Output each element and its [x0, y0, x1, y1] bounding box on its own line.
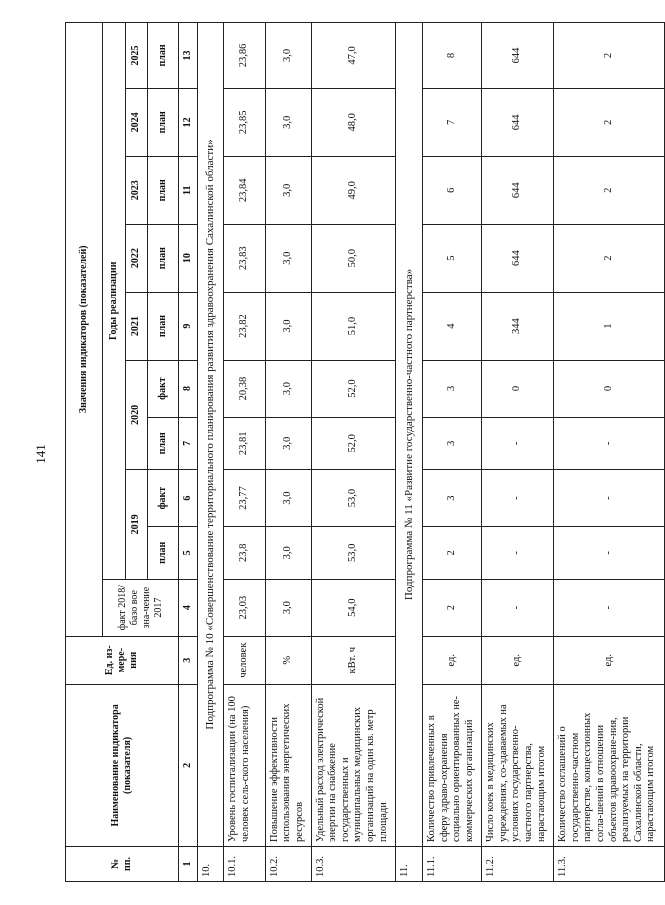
- header-fact-2019: факт: [148, 470, 179, 527]
- header-num: № пп.: [66, 846, 179, 881]
- row-plan-2025: 2: [554, 23, 665, 89]
- subprogram-11-row: [396, 23, 423, 882]
- subprogram-11-num: 11.: [396, 846, 423, 881]
- table-row: [265, 23, 311, 882]
- row-num: 10.1.: [224, 846, 265, 881]
- row-name: Уровень госпитализации (на 100 человек сель-ского населения): [224, 684, 265, 846]
- row-plan-2023: 644: [482, 156, 554, 224]
- row-fact-2020: 3,0: [265, 360, 311, 417]
- row-unit: ед.: [423, 636, 482, 684]
- subprogram-10-title: Подпрограмма № 10 «Совершенствование территориального планирования развития здравоохранения Сахалинской области»: [197, 23, 224, 847]
- row-plan-2023: 49,0: [311, 156, 396, 224]
- header-plan-2024: план: [148, 88, 179, 156]
- row-base: 23,03: [224, 579, 265, 636]
- row-plan-2019: 53,0: [311, 527, 396, 580]
- row-base: 54,0: [311, 579, 396, 636]
- row-plan-2019: 3,0: [265, 527, 311, 580]
- row-fact-2020: 0: [554, 360, 665, 417]
- row-num: 11.2.: [482, 846, 554, 881]
- row-fact-2019: 23,77: [224, 470, 265, 527]
- row-unit: ед.: [482, 636, 554, 684]
- row-plan-2024: 7: [423, 88, 482, 156]
- table-row: [224, 23, 265, 882]
- header-year-2021: 2021: [125, 292, 148, 360]
- row-plan-2024: 48,0: [311, 88, 396, 156]
- row-plan-2023: 3,0: [265, 156, 311, 224]
- row-name: Удельный расход электрической энергии на снабжение государственных и муниципальных медицинских организаций на один кв. метр площади: [311, 684, 396, 846]
- row-plan-2020: -: [482, 417, 554, 470]
- row-plan-2021: 23,82: [224, 292, 265, 360]
- row-plan-2022: 23,83: [224, 224, 265, 292]
- row-plan-2023: 6: [423, 156, 482, 224]
- row-plan-2021: 1: [554, 292, 665, 360]
- index-cell: 3: [179, 636, 198, 684]
- header-values-group: Значения индикаторов (показателей): [66, 23, 103, 637]
- row-plan-2021: 51,0: [311, 292, 396, 360]
- header-year-2019: 2019: [125, 470, 148, 580]
- row-plan-2025: 8: [423, 23, 482, 89]
- row-fact-2019: 53,0: [311, 470, 396, 527]
- table-row: [423, 23, 482, 882]
- row-plan-2024: 23,85: [224, 88, 265, 156]
- row-num: 10.2.: [265, 846, 311, 881]
- row-plan-2022: 644: [482, 224, 554, 292]
- row-plan-2020: 23,81: [224, 417, 265, 470]
- row-plan-2024: 2: [554, 88, 665, 156]
- row-plan-2022: 5: [423, 224, 482, 292]
- row-plan-2023: 2: [554, 156, 665, 224]
- header-name: Наименование индикатора (показателя): [66, 684, 179, 846]
- row-fact-2019: -: [482, 470, 554, 527]
- header-year-2023: 2023: [125, 156, 148, 224]
- header-plan-2023: план: [148, 156, 179, 224]
- header-year-2020: 2020: [125, 360, 148, 470]
- row-plan-2020: 3,0: [265, 417, 311, 470]
- row-unit: ед.: [554, 636, 665, 684]
- header-year-2025: 2025: [125, 23, 148, 89]
- row-num: 11.1.: [423, 846, 482, 881]
- row-plan-2024: 644: [482, 88, 554, 156]
- index-cell: 10: [179, 224, 198, 292]
- row-plan-2021: 344: [482, 292, 554, 360]
- row-plan-2025: 3,0: [265, 23, 311, 89]
- row-unit: кВт. ч: [311, 636, 396, 684]
- row-num: 10.3.: [311, 846, 396, 881]
- row-fact-2020: 20,38: [224, 360, 265, 417]
- row-plan-2023: 23,84: [224, 156, 265, 224]
- row-plan-2021: 4: [423, 292, 482, 360]
- row-plan-2020: -: [554, 417, 665, 470]
- table-row: [554, 23, 665, 882]
- index-cell: 13: [179, 23, 198, 89]
- row-base: 2: [423, 579, 482, 636]
- header-plan-2021: план: [148, 292, 179, 360]
- row-plan-2019: 23,8: [224, 527, 265, 580]
- header-plan-2020: план: [148, 417, 179, 470]
- row-unit: человек: [224, 636, 265, 684]
- row-unit: %: [265, 636, 311, 684]
- header-year-2022: 2022: [125, 224, 148, 292]
- row-fact-2019: -: [554, 470, 665, 527]
- header-plan-2025: план: [148, 23, 179, 89]
- row-name: Число коек в медицинских учреждениях, со-здаваемых на условиях государственно-частного партнерства, нарастающим итогом: [482, 684, 554, 846]
- row-fact-2020: 52,0: [311, 360, 396, 417]
- index-cell: 2: [179, 684, 198, 846]
- row-plan-2020: 52,0: [311, 417, 396, 470]
- subprogram-11-title: Подпрограмма № 11 «Развитие государственно-частного партнерства»: [396, 23, 423, 847]
- rows-11-body: [423, 23, 665, 882]
- table-row: [311, 23, 396, 882]
- row-plan-2022: 2: [554, 224, 665, 292]
- row-plan-2019: -: [554, 527, 665, 580]
- header-unit: Ед. из-мере-ния: [66, 636, 179, 684]
- row-fact-2019: 3: [423, 470, 482, 527]
- index-cell: 9: [179, 292, 198, 360]
- rows-10-body: [224, 23, 396, 882]
- row-plan-2022: 50,0: [311, 224, 396, 292]
- header-fact-base: факт 2018/базо вое зна-чение 2017: [103, 579, 179, 636]
- index-cell: 6: [179, 470, 198, 527]
- page-number: 141: [33, 444, 48, 464]
- row-plan-2025: 47,0: [311, 23, 396, 89]
- row-plan-2019: 2: [423, 527, 482, 580]
- index-cell: 4: [179, 579, 198, 636]
- table-row: [482, 23, 554, 882]
- column-index-row: [179, 23, 198, 882]
- rotated-table-wrapper: [65, 22, 665, 882]
- row-name: Количество привлеченных в сферу здраво-охранения социально ориентированных не-коммерческих организаций: [423, 684, 482, 846]
- index-cell: 1: [179, 846, 198, 881]
- index-cell: 12: [179, 88, 198, 156]
- row-fact-2020: 0: [482, 360, 554, 417]
- row-plan-2019: -: [482, 527, 554, 580]
- index-cell: 8: [179, 360, 198, 417]
- row-name: Повышение эффективности использования энергетических ресурсов: [265, 684, 311, 846]
- row-plan-2025: 644: [482, 23, 554, 89]
- subprogram-10-num: 10.: [197, 846, 224, 881]
- header-years-group: Годы реализации: [103, 23, 126, 580]
- header-year-2024: 2024: [125, 88, 148, 156]
- row-plan-2020: 3: [423, 417, 482, 470]
- header-row-1: [66, 23, 103, 882]
- indicators-table: [65, 22, 665, 882]
- header-fact-2020: факт: [148, 360, 179, 417]
- row-name: Количество соглашений о государственно-частном партнерстве, концессионных согла-шений в отношении объектов здравоохране-ния, реализуемых на территории Сахалинской области, нарастающим итогом: [554, 684, 665, 846]
- header-plan-2022: план: [148, 224, 179, 292]
- header-plan-2019: план: [148, 527, 179, 580]
- subprogram-10-row: [197, 23, 224, 882]
- row-plan-2021: 3,0: [265, 292, 311, 360]
- index-cell: 7: [179, 417, 198, 470]
- row-fact-2020: 3: [423, 360, 482, 417]
- row-base: -: [482, 579, 554, 636]
- row-fact-2019: 3,0: [265, 470, 311, 527]
- row-plan-2022: 3,0: [265, 224, 311, 292]
- row-plan-2025: 23,86: [224, 23, 265, 89]
- index-cell: 5: [179, 527, 198, 580]
- index-cell: 11: [179, 156, 198, 224]
- row-base: -: [554, 579, 665, 636]
- row-num: 11.3.: [554, 846, 665, 881]
- row-plan-2024: 3,0: [265, 88, 311, 156]
- row-base: 3,0: [265, 579, 311, 636]
